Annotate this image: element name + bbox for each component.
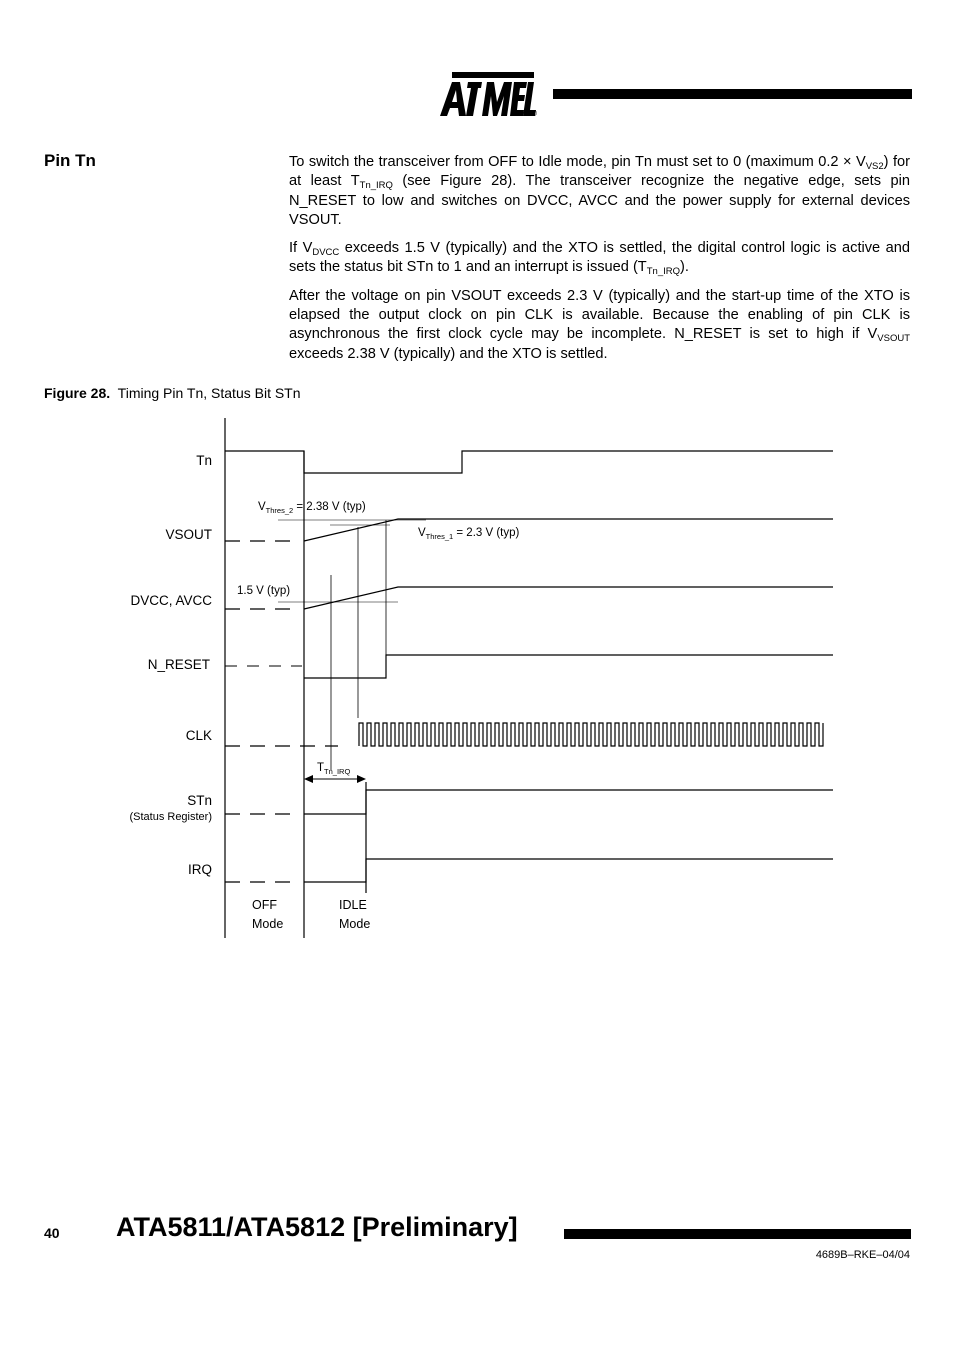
document-code: 4689B–RKE–04/04 [815, 1249, 910, 1261]
signal-tn-waveform [225, 451, 833, 473]
dvcc-threshold-annotation: 1.5 V (typ) [237, 585, 291, 597]
mode-off-mode-label: Mode [252, 917, 284, 931]
signal-clk-waveform [359, 723, 823, 746]
ttn-irq-arrow-right [357, 775, 366, 783]
label-dvcc: DVCC, AVCC [130, 593, 212, 608]
page-number: 40 [44, 1225, 60, 1241]
ttn-irq-annotation: $T_{Tn\_IRQ}$ [317, 762, 351, 776]
atmel-logo [438, 68, 538, 120]
paragraph-1: To switch the transceiver from OFF to Idle mode, pin Tn must set to 0 (maximum $0.2 \times V_{VS2}$) for at least $T_{Tn\_IRQ}$ (see Figure 28). The transceiver recognize the negative edge, sets pin N_RESET to low and switches on DVCC, AVCC and the power supply for external devices VSOUT. [289, 154, 911, 228]
footer-title: ATA5811/ATA5812 [Preliminary] [116, 1212, 518, 1242]
vthres1-annotation: $V_{Thres\_1} = 2.3$ V (typ) [418, 527, 520, 541]
paragraph-2: If $V_{DVCC}$ exceeds 1.5 V (typically) and the XTO is settled, the digital control logic is active and sets the status bit STn to 1 and an interrupt is issued $(T_{Tn\_IRQ})$. [289, 240, 910, 278]
paragraph-3: After the voltage on pin VSOUT exceeds 2.3 V (typically) and the start-up time of the XTO is elapsed the output clock on pin CLK is available. Because the enabling of pin CLK is asynchronous the first clock cycle may be incomplete. N_RESET is set to high if $V_{VSOUT}$ exceeds 2.38 V (typically) and the XTO is settled. [289, 287, 910, 362]
label-stn: STn [187, 793, 212, 808]
label-irq: IRQ [187, 862, 212, 877]
label-tn: Tn [196, 453, 212, 468]
label-nreset: N_RESET [147, 657, 210, 672]
registered-mark: ® [531, 109, 537, 118]
timing-diagram [0, 410, 954, 950]
signal-stn-waveform [304, 790, 833, 814]
ttn-irq-arrow-left [304, 775, 313, 783]
signal-vsout-waveform [304, 519, 833, 541]
section-body [289, 153, 910, 373]
label-stn-sub: (Status Register) [129, 811, 212, 823]
section-heading: Pin Tn [44, 151, 96, 170]
label-vsout: VSOUT [165, 527, 212, 542]
signal-dvcc-waveform [304, 587, 833, 609]
mode-off-label: OFF [252, 898, 277, 912]
vthres2-annotation: $V_{Thres\_2} = 2.38$ V (typ) [258, 501, 366, 515]
footer-rule [564, 1229, 911, 1239]
label-clk: CLK [185, 728, 212, 743]
figure-caption: Figure 28. Timing Pin Tn, Status Bit STn [44, 385, 301, 401]
signal-nreset-waveform [304, 655, 833, 678]
mode-idle-label: IDLE [339, 898, 367, 912]
signal-irq-waveform [304, 859, 833, 882]
header-rule [553, 89, 912, 99]
mode-idle-mode-label: Mode [339, 917, 371, 931]
